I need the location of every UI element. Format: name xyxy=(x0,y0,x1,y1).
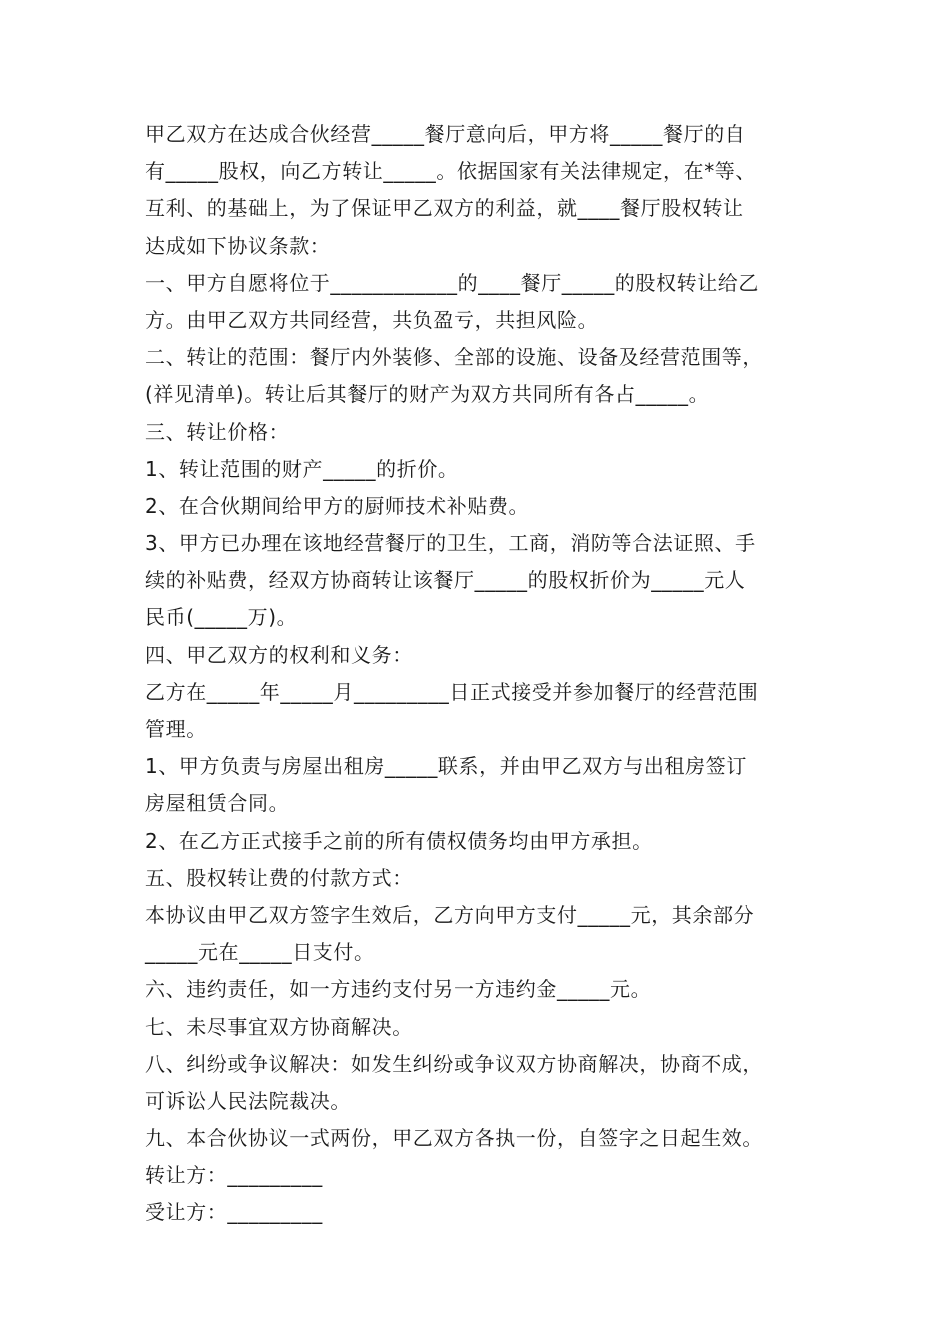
text-line: 房屋租赁合同。 xyxy=(145,791,290,816)
text-line: 达成如下协议条款： xyxy=(145,233,331,258)
text-line: 可诉讼人民法院裁决。 xyxy=(145,1088,351,1113)
section-heading: 三、转让价格： xyxy=(145,419,290,444)
text-line: 本协议由甲乙双方签字生效后，乙方向甲方支付_____元，其余部分 xyxy=(145,902,755,927)
text-line: 方。由甲乙双方共同经营，共负盈亏，共担风险。 xyxy=(145,307,599,332)
section-heading: 四、甲乙双方的权利和义务： xyxy=(145,642,413,667)
signature-line-transferee: 受让方：_________ xyxy=(145,1200,323,1225)
text-line: 有_____股权，向乙方转让_____。依据国家有关法律规定，在*等、 xyxy=(145,159,756,184)
text-line: 互利、的基础上，为了保证甲乙双方的利益，就____餐厅股权转让 xyxy=(145,196,744,221)
text-line: 六、违约责任，如一方违约支付另一方违约金_____元。 xyxy=(145,977,652,1002)
text-line: 七、未尽事宜双方协商解决。 xyxy=(145,1014,413,1039)
text-line: 2、在合伙期间给甲方的厨师技术补贴费。 xyxy=(145,493,530,518)
text-line: 3、甲方已办理在该地经营餐厅的卫生，工商，消防等合法证照、手 xyxy=(145,531,756,556)
text-line: 乙方在_____年_____月_________日正式接受并参加餐厅的经营范围 xyxy=(145,679,759,704)
signature-line-transferor: 转让方：_________ xyxy=(145,1163,323,1188)
text-line: 2、在乙方正式接手之前的所有债权债务均由甲方承担。 xyxy=(145,828,653,853)
text-line: 九、本合伙协议一式两份，甲乙双方各执一份，自签字之日起生效。 xyxy=(145,1126,763,1151)
text-line: _____元在_____日支付。 xyxy=(145,940,375,965)
text-line: 1、甲方负责与房屋出租房_____联系，并由甲乙双方与出租房签订 xyxy=(145,754,747,779)
text-line: 八、纠纷或争议解决：如发生纠纷或争议双方协商解决，协商不成， xyxy=(145,1051,763,1076)
text-line: (祥见清单)。转让后其餐厅的财产为双方共同所有各占_____。 xyxy=(145,382,710,407)
text-line: 一、甲方自愿将位于____________的____餐厅_____的股权转让给乙 xyxy=(145,270,759,295)
text-line: 续的补贴费，经双方协商转让该餐厅_____的股权折价为_____元人 xyxy=(145,568,746,593)
section-heading: 五、股权转让费的付款方式： xyxy=(145,865,413,890)
text-line: 民币(_____万)。 xyxy=(145,605,298,630)
document-body xyxy=(145,116,835,1232)
text-line: 二、转让的范围：餐厅内外装修、全部的设施、设备及经营范围等， xyxy=(145,345,763,370)
text-line: 管理。 xyxy=(145,717,207,741)
text-line: 1、转让范围的财产_____的折价。 xyxy=(145,456,459,481)
text-line: 甲乙双方在达成合伙经营_____餐厅意向后，甲方将_____餐厅的自 xyxy=(145,122,746,146)
